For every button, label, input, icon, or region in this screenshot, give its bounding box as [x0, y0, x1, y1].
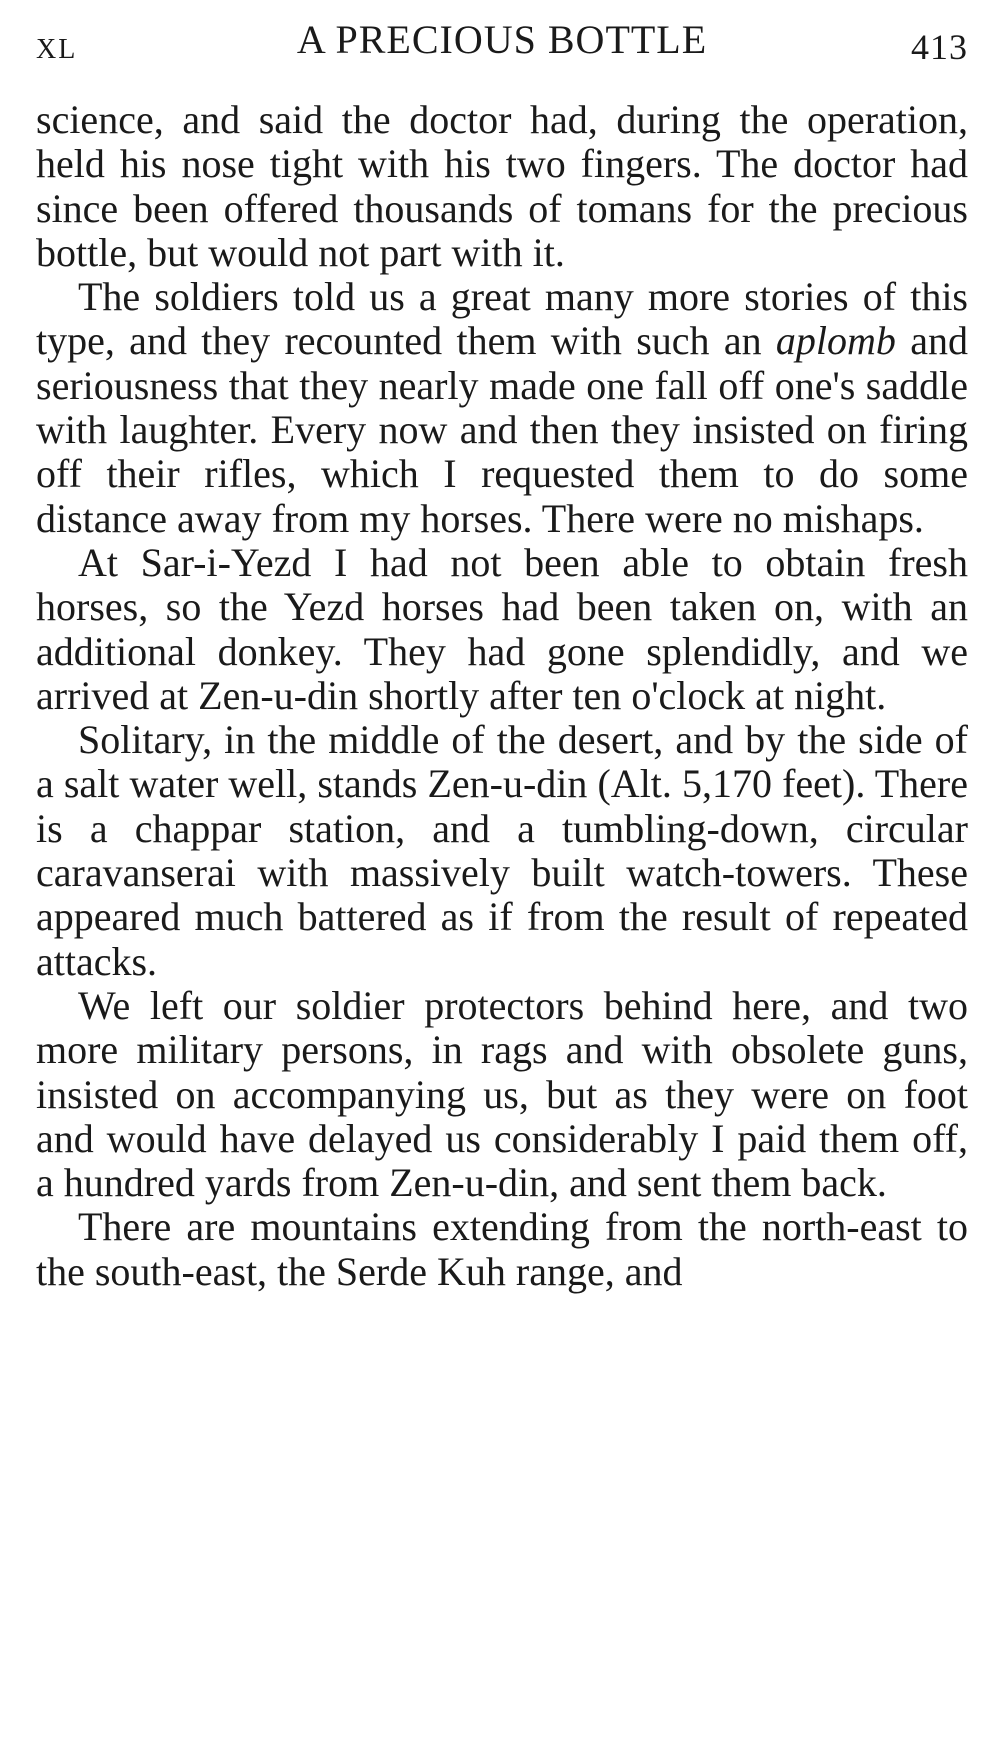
paragraph-6: There are mountains extending from the north-east to the south-east, the Serde Kuh range, and [36, 1204, 968, 1294]
paragraph-3: At Sar-i-Yezd I had not been able to obtain fresh horses, so the Yezd horses had been taken on, with an additional donkey. They had gone splendidly, and we arrived at Zen-u-din shortly after ten o'clock at night. [36, 539, 968, 718]
paragraph-5: We left our soldier protectors behind here, and two more military persons, in rags and with obsolete guns, insisted on accompanying us, but as they were on foot and would have delayed us considerably I paid them off, a hundred yards from Zen-u-din, and sent them back. [36, 982, 968, 1206]
paragraph-4: Solitary, in the middle of the desert, and by the side of a salt water well, stands Zen-u-din (Alt. 5,170 feet). There is a chappar station, and a tumbling-down, circular caravanserai with massively built watch-towers. These appeared much battered as if from the result of repeated attacks. [36, 717, 968, 984]
page-title: A PRECIOUS BOTTLE [296, 17, 708, 62]
page-number: 413 [911, 27, 968, 67]
paragraph-2 [36, 275, 968, 541]
paragraph-1: science, and said the doctor had, during the operation, held his nose tight with his two fingers. The doctor had since been offered thousands of tomans for the precious bottle, but would not part with it. [36, 97, 968, 275]
chapter-number: XL [36, 34, 78, 65]
paragraph-2-part-1: The soldiers told us a great many more stories of this type, and they recounted them with such an [36, 274, 968, 364]
paragraph-2-part-2: and seriousness that they nearly made one fall off one's saddle with laughter. Every now and then they insisted on firing off their rifles, which I requested them to do some distance away from my horses. There were no mishaps. [36, 318, 968, 541]
body-text [36, 98, 968, 1294]
running-head [36, 16, 968, 76]
italic-aplomb: aplomb [775, 318, 896, 364]
